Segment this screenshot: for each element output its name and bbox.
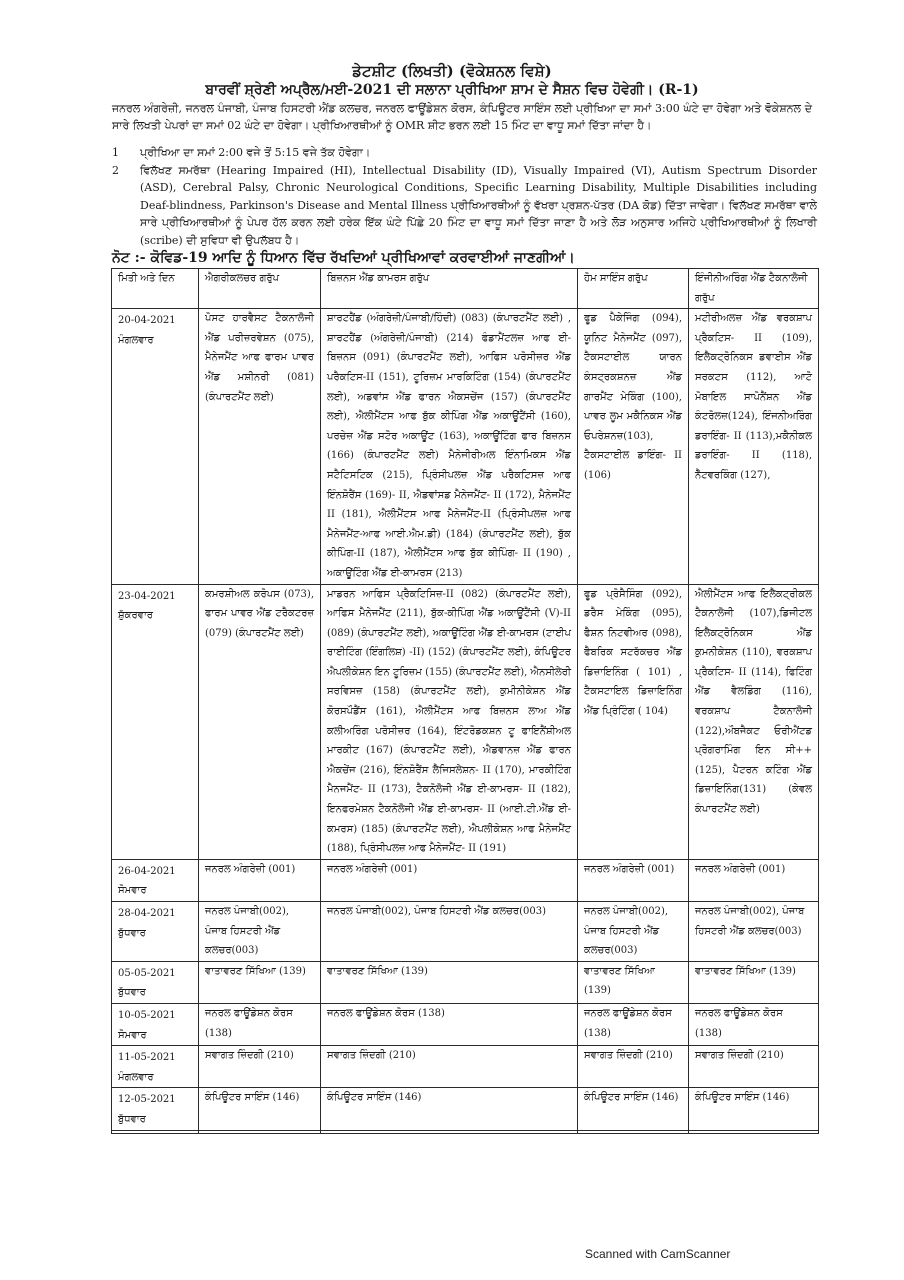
business-commerce-cell: ਵਾਤਾਵਰਣ ਸਿੱਖਿਆ (139)	[321, 961, 578, 1003]
date-cell	[112, 1130, 199, 1133]
row-date: 12-05-2021	[118, 1094, 176, 1106]
row-day: ਸੋਮਵਾਰ	[118, 885, 147, 897]
table-header-row	[112, 269, 819, 309]
table-row	[112, 1130, 819, 1133]
business-commerce-cell: ਮਾਡਰਨ ਆਫਿਸ ਪ੍ਰੈਕਟਿਸਿਜ਼-II (082) (ਕੰਪਾਰਟਮੈਂਟ ਲਈ), ਆਫਿਸ ਮੈਨੇਜਮੈਂਟ (211), ਬੁੱਕ-ਕੀਪਿੰਗ ਐਂਡ ਅਕਾਊਂਟੈਂਸੀ (V)-II (089) (ਕੰਪਾਰਟਮੈਂਟ ਲਈ), ਅਕਾਊਂਟਿੰਗ ਐਂਡ ਈ-ਕਾਮਰਸ (ਟਾਈਪ ਰਾਈਟਿੰਗ (ਇੰਗਲਿਸ਼) -II) (152) (ਕੰਪਾਰਟਮੈਂਟ ਲਈ), ਕੰਪਿਊਟਰ ਐਪਲੀਕੇਸ਼ਨ ਇਨ ਟੂਰਿਜ਼ਮ (155) (ਕੰਪਾਰਟਮੈਂਟ ਲਈ), ਐਨਸੀਲੇਰੀ ਸਰਵਿਸਜ਼ (158) (ਕੰਪਾਰਟਮੈਂਟ ਲਈ), ਕੁਮੀਨੀਕੇਸ਼ਨ ਐਂਡ ਕੋਰਸਪੌਡੈਂਸ (161), ਐਲੀਮੈਂਟਸ ਆਫ ਬਿਜ਼ਨਸ ਲਾਅ ਐਂਡ ਕਲੀਅਰਿੰਗ ਪਰੋਸੀਜ਼ਰ (164), ਇੰਟਰੋਡਕਸ਼ਨ ਟੂ ਫਾਇਨੈਂਸ਼ੀਅਲ ਮਾਰਕੀਟ (167) (ਕੰਪਾਰਟਮੈਂਟ ਲਈ), ਐਡਵਾਨਜ਼ ਐਂਡ ਫਾਰਨ ਐਕਚੇਂਜ (216), ਇੰਨਸ਼ੋਰੈਂਸ ਲੈਜਿਸਲੇਸ਼ਨ- II (170), ਮਾਰਕੀਟਿੰਗ ਮੈਨਜਮੈਂਟ- II (173), ਟੈਕਨੋਲੋਜੀ ਐਂਡ ਈ-ਕਾਮਰਸ- II (182), ਇਨਫਰਮੇਸ਼ਨ ਟੈਕਨੋਲੋਜੀ ਐਂਡ ਈ-ਕਾਮਰਸ- II (ਆਈ.ਟੀ.ਐਂਡ ਈ-ਕਮਰਸ) (185) (ਕੰਪਾਰਟਮੈਂਟ ਲਈ), ਐਪਲੀਕੇਸ਼ਨ ਆਫ ਮੈਨੇਜਮੈਂਟ (188), ਪ੍ਰਿੰਸੀਪਲਜ਼ ਆਫ ਮੈਨੇਜਮੈਂਟ- II (191)	[321, 584, 578, 859]
row-day: ਬੁੱਧਵਾਰ	[118, 987, 146, 999]
row-day: ਮੰਗਲਵਾਰ	[118, 1071, 154, 1083]
agriculture-cell: ਜਨਰਲ ਫਾਊਂਡੇਸ਼ਨ ਕੋਰਸ (138)	[199, 1003, 321, 1045]
header-date: ਮਿਤੀ ਅਤੇ ਦਿਨ	[112, 269, 199, 309]
row-date: 10-05-2021	[118, 1009, 176, 1021]
row-date: 28-04-2021	[118, 908, 176, 919]
agriculture-cell	[199, 1130, 321, 1133]
instruction-number: 2	[112, 163, 119, 177]
business-commerce-cell: ਕੰਪਿਊਟਰ ਸਾਇੰਸ (146)	[321, 1088, 578, 1130]
date-cell	[112, 1088, 199, 1130]
home-science-cell: ਫੂਡ ਪੈਕੇਜਿੰਗ (094), ਯੂਨਿਟ ਮੈਨੇਜਮੈਂਟ (097), ਟੈਕਸਟਾਈਲ ਯਾਰਨ ਕੰਸਟ੍ਰਕਸ਼ਨਜ਼ ਐਂਡ ਗਾਰਮੈਂਟ ਮੇਕਿੰਗ (100), ਪਾਵਰ ਲੂਮ ਮਕੈਨਿਕਸ ਐਂਡ ਓਪਰੇਸ਼ਨਜ਼(103), ਟੈਕਸਟਾਈਲ ਡਾਇੰਗ- II (106)	[578, 309, 689, 584]
instruction-number: 1	[112, 146, 119, 159]
agriculture-cell: ਪੋਸਟ ਹਾਰਵੈਸਟ ਟੈਕਨਾਲੋਜੀ ਐਂਡ ਪਰੀਜ਼ਰਵੇਸ਼ਨ (075), ਮੈਨੇਜਮੈਂਟ ਆਫ ਫਾਰਮ ਪਾਵਰ ਐਂਡ ਮਸ਼ੀਨਰੀ (081) (ਕੰਪਾਰਟਮੈਂਟ ਲਈ)	[199, 309, 321, 584]
instruction-item-1	[112, 144, 817, 162]
table-row	[112, 1088, 819, 1130]
home-science-cell: ਸਵਾਗਤ ਜ਼ਿੰਦਗੀ (210)	[578, 1046, 689, 1088]
engineering-cell: ਜਨਰਲ ਫਾਊਂਡੇਸ਼ਨ ਕੋਰਸ (138)	[689, 1003, 819, 1045]
header-business-commerce: ਬਿਜ਼ਨਸ ਐਂਡ ਕਾਮਰਸ ਗਰੁੱਪ	[321, 269, 578, 309]
home-science-cell: ਜਨਰਲ ਫਾਊਂਡੇਸ਼ਨ ਕੋਰਸ (138)	[578, 1003, 689, 1045]
row-day: ਬੁੱਧਵਾਰ	[118, 1113, 146, 1125]
engineering-cell: ਐਲੀਮੈਂਟਸ ਆਫ ਇਲੈਕਟ੍ਰੀਕਲ ਟੈਕਨਾਲੋਜੀ (107),ਡਿਜੀਟਲ ਇਲੈਕਟ੍ਰੋਨਿਕਸ ਐਂਡ ਕੁਮਨੀਕੇਸ਼ਨ (110), ਵਰਕਸ਼ਾਪ ਪ੍ਰੈਕਟਿਸ- II (114), ਫਿਟਿੰਗ ਐਂਡ ਵੈਲਡਿੰਗ (116), ਵਰਕਸ਼ਾਪ ਟੈਕਨਾਲੋਜੀ (122),ਔਬਜੈਕਟ ਓਰੀਐਂਟਡ ਪ੍ਰੋਗਰਾਮਿੰਗ ਇਨ ਸੀ++ (125), ਪੈਟਰਨ ਕਟਿੰਗ ਐਂਡ ਡਿਜ਼ਾਇਨਿੰਗ(131) (ਕੇਵਲ ਕੰਪਾਰਟਮੈਂਟ ਲਈ)	[689, 584, 819, 859]
table-row	[112, 1003, 819, 1045]
header-engineering-technology: ਇੰਜੀਨੀਅਰਿੰਗ ਐਂਡ ਟੈਕਨਾਲੋਜੀ ਗਰੁੱਪ	[689, 269, 819, 309]
engineering-cell: ਜਨਰਲ ਪੰਜਾਬੀ(002), ਪੰਜਾਬ ਹਿਸਟਰੀ ਐਂਡ ਕਲਚਰ(003)	[689, 902, 819, 962]
agriculture-cell: ਜਨਰਲ ਪੰਜਾਬੀ(002), ਪੰਜਾਬ ਹਿਸਟਰੀ ਐਂਡ ਕਲਚਰ(003)	[199, 902, 321, 962]
title-datesheet: ਡੇਟਸ਼ੀਟ (ਲਿਖਤੀ) (ਵੋਕੇਸ਼ਨਲ ਵਿਸ਼ੇ)	[352, 62, 552, 80]
header-agriculture: ਐਗਰੀਕਲਚਰ ਗਰੁੱਪ	[199, 269, 321, 309]
business-commerce-cell	[321, 1130, 578, 1133]
date-cell	[112, 859, 199, 901]
business-commerce-cell: ਜਨਰਲ ਅੰਗਰੇਜ਼ੀ (001)	[321, 859, 578, 901]
date-cell	[112, 584, 199, 859]
table-row	[112, 584, 819, 859]
row-date: 11-05-2021	[118, 1052, 176, 1064]
home-science-cell: ਵਾਤਾਵਰਣ ਸਿੱਖਿਆ (139)	[578, 961, 689, 1003]
date-cell	[112, 1003, 199, 1045]
date-cell	[112, 1046, 199, 1088]
table-row	[112, 1046, 819, 1088]
table-row	[112, 902, 819, 962]
date-cell	[112, 902, 199, 962]
engineering-cell: ਜਨਰਲ ਅੰਗਰੇਜ਼ੀ (001)	[689, 859, 819, 901]
row-day: ਸ਼ੁੱਕਰਵਾਰ	[118, 610, 153, 622]
row-day: ਮੰਗਲਵਾਰ	[118, 334, 154, 346]
business-commerce-cell: ਸਵਾਗਤ ਜ਼ਿੰਦਗੀ (210)	[321, 1046, 578, 1088]
table-row	[112, 859, 819, 901]
header-home-science: ਹੋਮ ਸਾਇੰਸ ਗਰੁੱਪ	[578, 269, 689, 309]
instruction-text: ਪ੍ਰੀਖਿਆ ਦਾ ਸਮਾਂ 2:00 ਵਜੇ ਤੋਂ 5:15 ਵਜੇ ਤੱਕ ਹੋਵੇਗਾ।	[140, 146, 371, 159]
home-science-cell: ਕੰਪਿਊਟਰ ਸਾਇੰਸ (146)	[578, 1088, 689, 1130]
row-date: 23-04-2021	[118, 590, 176, 602]
table-row	[112, 309, 819, 584]
date-cell	[112, 961, 199, 1003]
engineering-cell: ਸਵਾਗਤ ਜ਼ਿੰਦਗੀ (210)	[689, 1046, 819, 1088]
engineering-cell: ਵਾਤਾਵਰਣ ਸਿੱਖਿਆ (139)	[689, 961, 819, 1003]
schedule-table	[111, 268, 819, 1134]
home-science-cell: ਜਨਰਲ ਪੰਜਾਬੀ(002), ਪੰਜਾਬ ਹਿਸਟਰੀ ਐਂਡ ਕਲਚਰ(003)	[578, 902, 689, 962]
subtitle-exam: ਬਾਰਵੀਂ ਸ਼੍ਰੇਣੀ ਅਪ੍ਰੈਲ/ਮਈ-2021 ਦੀ ਸਲਾਨਾ ਪ੍ਰੀਖਿਆ ਸ਼ਾਮ ਦੇ ਸੈਸ਼ਨ ਵਿਚ ਹੋਵੇਗੀ। (R-1)	[205, 82, 699, 98]
business-commerce-cell: ਜਨਰਲ ਪੰਜਾਬੀ(002), ਪੰਜਾਬ ਹਿਸਟਰੀ ਐਂਡ ਕਲਚਰ(003)	[321, 902, 578, 962]
home-science-cell: ਜਨਰਲ ਅੰਗਰੇਜ਼ੀ (001)	[578, 859, 689, 901]
instruction-item-2	[112, 162, 817, 250]
table-row	[112, 961, 819, 1003]
row-day: ਸੋਮਵਾਰ	[118, 1029, 147, 1041]
intro-paragraph: ਜਨਰਲ ਅੰਗਰੇਜ਼ੀ, ਜਨਰਲ ਪੰਜਾਬੀ, ਪੰਜਾਬ ਹਿਸਟਰੀ ਐਂਡ ਕਲਚਰ, ਜਨਰਲ ਫਾਊਂਡੇਸ਼ਨ ਕੋਰਸ, ਕੰਪਿਊਟਰ ਸਾਇੰਸ ਲਈ ਪ੍ਰੀਖਿਆ ਦਾ ਸਮਾਂ 3:00 ਘੰਟੇ ਦਾ ਹੋਵੇਗਾ ਅਤੇ ਵੋਕੇਸ਼ਨਲ ਦੇ ਸਾਰੇ ਲਿਖਤੀ ਪੇਪਰਾਂ ਦਾ ਸਮਾਂ 02 ਘੰਟੇ ਦਾ ਹੋਵੇਗਾ। ਪ੍ਰੀਖਿਆਰਥੀਆਂ ਨੂੰ OMR ਸ਼ੀਟ ਭਰਨ ਲਈ 15 ਮਿੰਟ ਦਾ ਵਾਧੂ ਸਮਾਂ ਦਿੱਤਾ ਜਾਂਦਾ ਹੈ।	[112, 102, 812, 132]
date-cell	[112, 309, 199, 584]
instruction-text: ਵਿਲੱਖਣ ਸਮਰੱਥਾ (Hearing Impaired (HI), Intellectual Disability (ID), Visually Impaired (VI), Autism Spectrum Disorder (ASD), Cerebral Palsy, Chronic Neurological Conditions, Specific Learning Disability, Multiple Disabilities including Deaf-blindness, Parkinson's Disease and Mental Illness ਪ੍ਰੀਖਿਆਰਥੀਆਂ ਨੂੰ ਵੱਖਰਾ ਪ੍ਰਸ਼ਨ-ਪੱਤਰ (DA ਕੋਡ) ਦਿੱਤਾ ਜਾਵੇਗਾ। ਵਿਲੱਖਣ ਸਮਰੱਥਾ ਵਾਲੇ ਸਾਰੇ ਪ੍ਰੀਖਿਆਰਥੀਆਂ ਨੂੰ ਪੇਪਰ ਹੱਲ ਕਰਨ ਲਈ ਹਰੇਕ ਇੱਕ ਘੰਟੇ ਪਿੱਛੇ 20 ਮਿੰਟ ਦਾ ਵਾਧੂ ਸਮਾਂ ਦਿੱਤਾ ਜਾਣਾ ਹੈ ਅਤੇ ਲੋੜ ਅਨੁਸਾਰ ਅਜਿਹੇ ਪ੍ਰੀਖਿਆਰਥੀਆਂ ਨੂੰ ਲਿਖਾਰੀ (scribe) ਦੀ ਸੁਵਿਧਾ ਵੀ ਉਪਲੱਬਧ ਹੈ।	[140, 163, 817, 247]
row-date: 20-04-2021	[118, 315, 176, 327]
engineering-cell: ਮਟੀਰੀਅਲਜ਼ ਐਂਡ ਵਰਕਸ਼ਾਪ ਪ੍ਰੈਕਟਿਸ- II (109), ਇਲੈਕਟ੍ਰੋਨਿਕਸ ਡਵਾਈਸ ਐਂਡ ਸਰਕਟਸ (112), ਆਟੋ ਮੋਬਾਇਲ ਸਾਪੋਨੈਂਸ਼ਨ ਐਂਡ ਕੰਟਰੋਲਜ਼(124), ਇੰਜਨੀਅਰਿੰਗ ਡਰਾਇੰਗ- II (113),ਮਕੈਨੀਕਲ ਡਰਾਇੰਗ- II (118), ਨੈੱਟਵਰਕਿੰਗ (127),	[689, 309, 819, 584]
scanner-watermark: Scanned with CamScanner	[585, 1247, 731, 1261]
agriculture-cell: ਵਾਤਾਵਰਣ ਸਿੱਖਿਆ (139)	[199, 961, 321, 1003]
business-commerce-cell: ਜਨਰਲ ਫਾਊਂਡੇਸ਼ਨ ਕੋਰਸ (138)	[321, 1003, 578, 1045]
home-science-cell	[578, 1130, 689, 1133]
row-date	[118, 1131, 192, 1133]
engineering-cell	[689, 1130, 819, 1133]
instruction-list	[112, 144, 817, 249]
row-day: ਬੁੱਧਵਾਰ	[118, 927, 146, 939]
engineering-cell: ਕੰਪਿਊਟਰ ਸਾਇੰਸ (146)	[689, 1088, 819, 1130]
row-date: 05-05-2021	[118, 967, 176, 979]
home-science-cell: ਫੂਡ ਪ੍ਰੋਸੈਸਿੰਗ (092), ਡਰੈਸ ਮੇਕਿੰਗ (095), ਫੈਸ਼ਨ ਨਿਟਵੀਅਰ (098), ਫੈਬਰਿਕ ਸਟਰੱਕਚਰ ਐਂਡ ਡਿਜ਼ਾਇਨਿੰਗ ( 101) , ਟੈਕਸਟਾਇਲ ਡਿਜ਼ਾਇਨਿੰਗ ਐਂਡ ਪ੍ਰਿੰਟਿੰਗ ( 104)	[578, 584, 689, 859]
agriculture-cell: ਕੰਪਿਊਟਰ ਸਾਇੰਸ (146)	[199, 1088, 321, 1130]
agriculture-cell: ਜਨਰਲ ਅੰਗਰੇਜ਼ੀ (001)	[199, 859, 321, 901]
business-commerce-cell: ਸ਼ਾਰਟਹੈਂਡ (ਅੰਗਰੇਜ਼ੀ/ਪੰਜਾਬੀ/ਹਿੰਦੀ) (083) (ਕੰਪਾਰਟਮੈਂਟ ਲਈ) , ਸ਼ਾਰਟਹੈਂਡ (ਅੰਗਰੇਜ਼ੀ/ਪੰਜਾਬੀ) (214) ਫੰਡਾਮੈਂਟਲਜ਼ ਆਫ ਈ- ਬਿਜ਼ਨਸ (091) (ਕੰਪਾਰਟਮੈਂਟ ਲਈ), ਆਫਿਸ ਪਰੋਸੀਜ਼ਰ ਐਂਡ ਪਰੈਕਟਿਸ-II (151), ਟੂਰਿਜ਼ਮ ਮਾਰਕਿਟਿੰਗ (154) (ਕੰਪਾਰਟਮੈਂਟ ਲਈ), ਅਡਵਾਂਸ ਐਂਡ ਫਾਰਨ ਐਕਸਚੇਂਜ (157) (ਕੰਪਾਰਟਮੈਂਟ ਲਈ), ਐਲੀਮੈਂਟਸ ਆਫ ਬੁੱਕ ਕੀਪਿੰਗ ਐਂਡ ਅਕਾਊਂਟੈਂਸੀ (160), ਪਰਚੇਜ਼ ਐਂਡ ਸਟੋਰ ਅਕਾਊਂਟ (163), ਅਕਾਊਂਟਿੰਗ ਫਾਰ ਬਿਜ਼ਨਸ (166) (ਕੰਪਾਰਟਮੈਂਟ ਲਈ) ਮੈਨੇਜੀਰੀਅਲ ਇੰਨਾਮਿਕਸ ਐਂਡ ਸਟੈਟਿਸਟਿਕ (215), ਪ੍ਰਿੰਸੀਪਲਜ਼ ਐਂਡ ਪਰੈਕਟਿਸਜ਼ ਆਫ ਇੰਨਸ਼ੋਰੈਂਸ (169)- II, ਐਡਵਾਂਸਡ ਮੈਨੇਜਮੈਂਟ- II (172), ਮੈਨੇਜਮੈਂਟ II (181), ਐਲੀਮੈਂਟਸ ਆਫ ਮੈਨੇਜਮੈਂਟ-II (ਪ੍ਰਿੰਸੀਪਲਜ਼ ਆਫ ਮੈਨੇਜਮੈਂਟ-ਆਫ ਆਈ.ਐਮ.ਡੀ) (184) (ਕੰਪਾਰਟਮੈਂਟ ਲਈ), ਬੁੱਕ ਕੀਪਿੰਗ-II (187), ਐਲੀਮੈਂਟਸ ਆਫ ਬੁੱਕ ਕੀਪਿੰਗ- II (190) , ਅਕਾਊਂਟਿੰਗ ਐਂਡ ਈ-ਕਾਮਰਸ (213)	[321, 309, 578, 584]
row-date: 26-04-2021	[118, 865, 176, 877]
agriculture-cell: ਕਮਰਸ਼ੀਅਲ ਕਰੋਪਸ (073), ਫਾਰਮ ਪਾਵਰ ਐਂਡ ਟਰੈਕਟਰਜ਼ (079) (ਕੰਪਾਰਟਮੈਂਟ ਲਈ)	[199, 584, 321, 859]
agriculture-cell: ਸਵਾਗਤ ਜ਼ਿੰਦਗੀ (210)	[199, 1046, 321, 1088]
covid-note: ਨੋਟ :- ਕੋਵਿਡ-19 ਆਦਿ ਨੂੰ ਧਿਆਨ ਵਿੱਚ ਰੱਖਦਿਆਂ ਪ੍ਰੀਖਿਆਵਾਂ ਕਰਵਾਈਆਂ ਜਾਣਗੀਆਂ।	[112, 250, 575, 266]
